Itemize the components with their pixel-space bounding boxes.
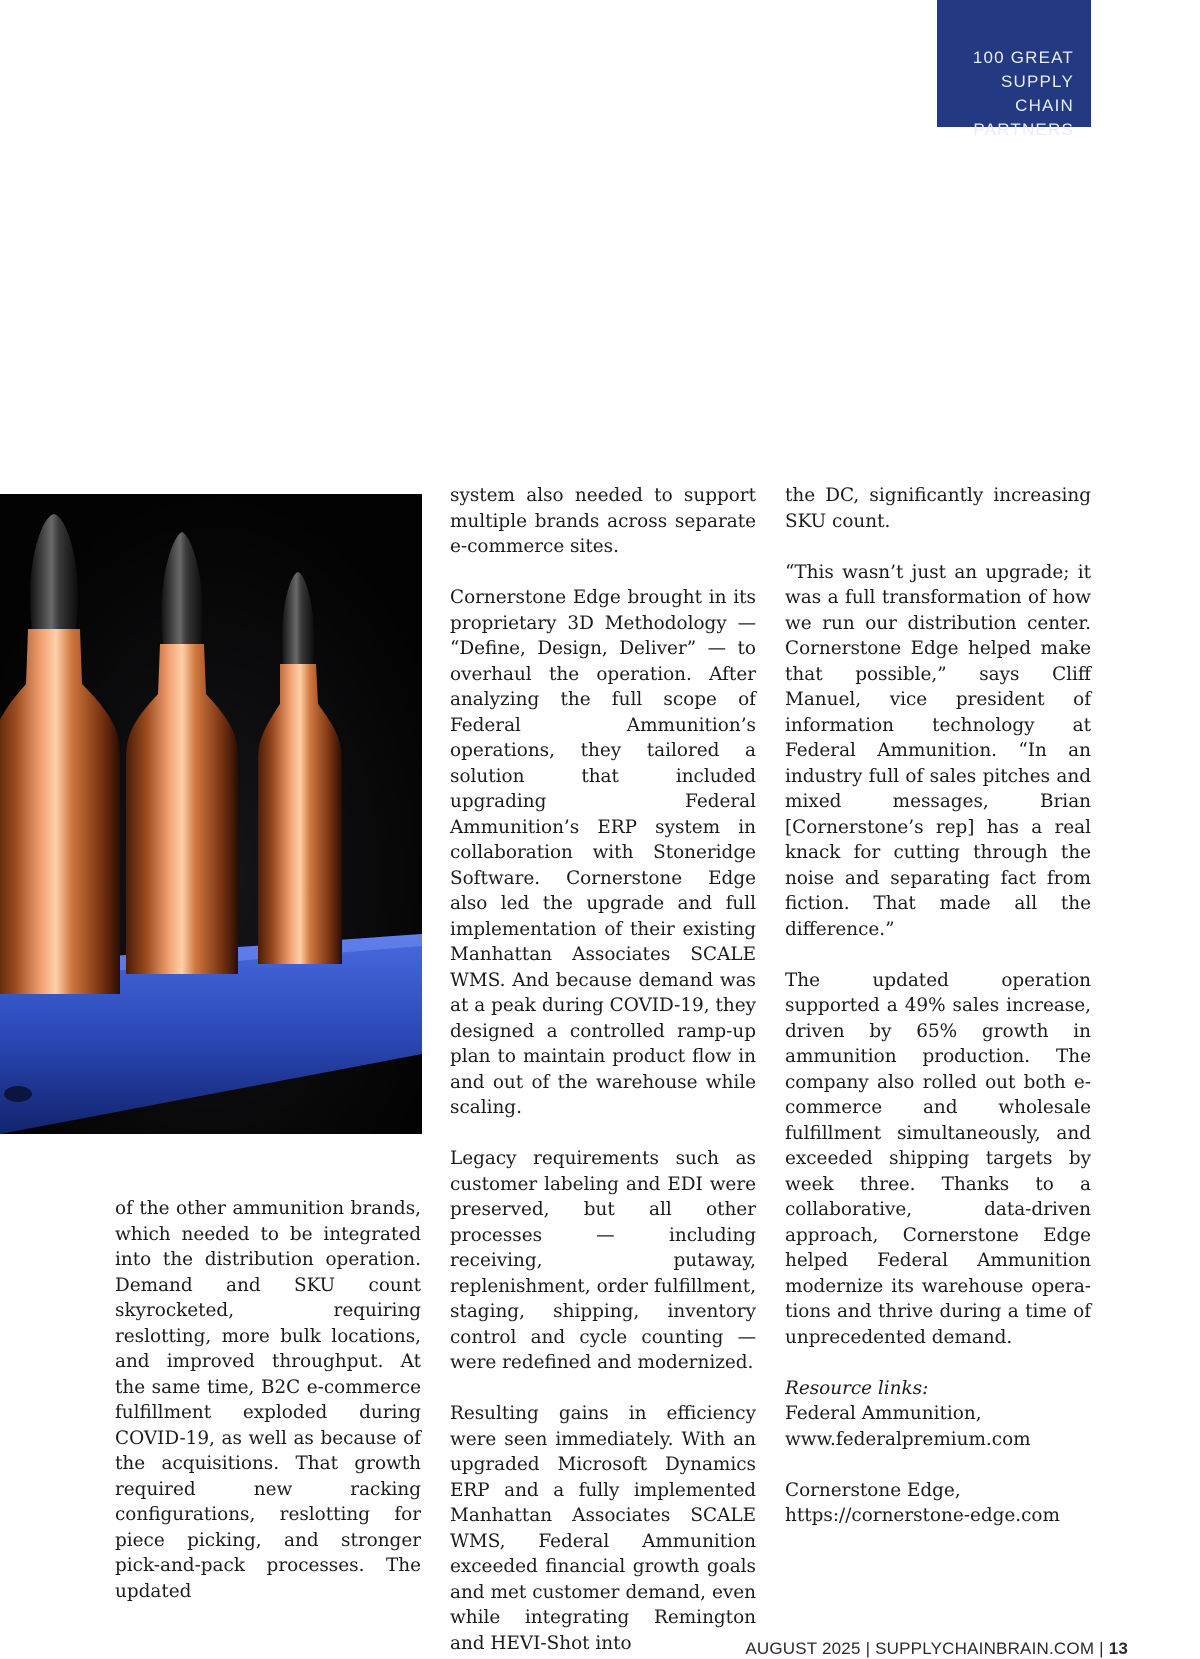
article-paragraph: system also needed to support multiple brands across separate e-commerce sites. <box>450 485 756 557</box>
article-column-3 <box>785 483 1091 1529</box>
footer-separator: | <box>865 1639 871 1658</box>
resource-link-1-name: Federal Ammunition, <box>785 1403 982 1424</box>
resource-links-heading: Resource links: <box>785 1377 929 1399</box>
resource-link-1-url[interactable]: www.federalpremium.com <box>785 1428 1031 1450</box>
article-paragraph: The updated operation supported a 49% sales increase, driven by 65% growth in ammunition production. The company also rolled out both e-commerce and wholesale fulfillment simultaneously, and exceeded shipping targets by week three. Thanks to a collaborative, data-driven approach, Cornerstone Edge helped Federal Ammunition modernize its warehouse operations and thrive during a time of unprecedented demand. <box>785 969 1091 1348</box>
page-footer <box>745 1639 1128 1659</box>
resource-link-2-url[interactable]: https://cornerstone-edge.com <box>785 1505 1060 1526</box>
article-paragraph: “This wasn’t just an upgrade; it was a full transformation of how we run our distribution center. Cornerstone Edge helped make that possible,” says Cliff Manuel, vice president of information technology at Federal Ammunition. “In an industry full of sales pitches and mixed messages, Brian [Cornerstone’s rep] has a real knack for cutting through the noise and separating fact from fiction. That made all the difference.” <box>785 561 1091 940</box>
footer-site: SUPPLYCHAINBRAIN.COM <box>875 1639 1095 1658</box>
article-column-2 <box>450 483 756 1656</box>
footer-issue-date: AUGUST 2025 <box>745 1639 861 1658</box>
section-tab-line-3: PARTNERS <box>973 120 1074 139</box>
article-column-1 <box>115 1196 421 1604</box>
article-paragraph: Cornerstone Edge brought in its proprietary 3D Methodology — “Define, Design, Deliver” — to overhaul the operation. After analyzing the full scope of Federal Ammunition’s operations, they tailored a solution that included upgrading Federal Ammunition’s ERP system in collaboration with Stoneridge Software. Cornerstone Edge also led the upgrade and full implementation of their existing Manhattan Associates SCALE WMS. And because demand was at a peak during COVID-19, they designed a controlled ramp-up plan to maintain product flow in and out of the warehouse while scaling. <box>450 587 756 1118</box>
article-paragraph: Legacy requirements such as customer labeling and EDI were preserved, but all other processes — including receiving, putaway, replenishment, order fulfillment, staging, shipping, inventory control and cycle counting — were redefined and modernized. <box>450 1148 756 1373</box>
resource-link-2-name: Cornerstone Edge, <box>785 1479 961 1501</box>
ammunition-cartridges-photo <box>0 494 422 1134</box>
page-number: 13 <box>1108 1639 1128 1658</box>
article-paragraph: Resulting gains in efficiency were seen immediately. With an upgraded Microsoft Dynamics ERP and a fully implemented Manhattan Associates SCALE WMS, Federal Ammunition exceeded financial growth goals and met customer demand, even while integrating Remington and HEVI-Shot into <box>450 1403 756 1654</box>
section-tab-line-2: SUPPLY CHAIN <box>1000 72 1074 115</box>
section-tab-line-1: 100 GREAT <box>972 48 1074 67</box>
article-paragraph: of the other ammunition brands, which needed to be integrated into the distribution operation. Demand and SKU count skyrocketed, requiring reslotting, more bulk locations, and improved throughput. At the same time, B2C e-commerce fulfillment exploded during COVID-19, as well as because of the acquisitions. That growth required new racking configurations, reslotting for piece picking, and stronger pick-and-pack processes. The updated <box>115 1198 421 1602</box>
resource-links <box>785 1376 1091 1529</box>
section-tab <box>937 0 1091 139</box>
footer-separator: | <box>1099 1639 1104 1658</box>
article-paragraph: the DC, significantly increasing SKU count. <box>785 485 1091 532</box>
